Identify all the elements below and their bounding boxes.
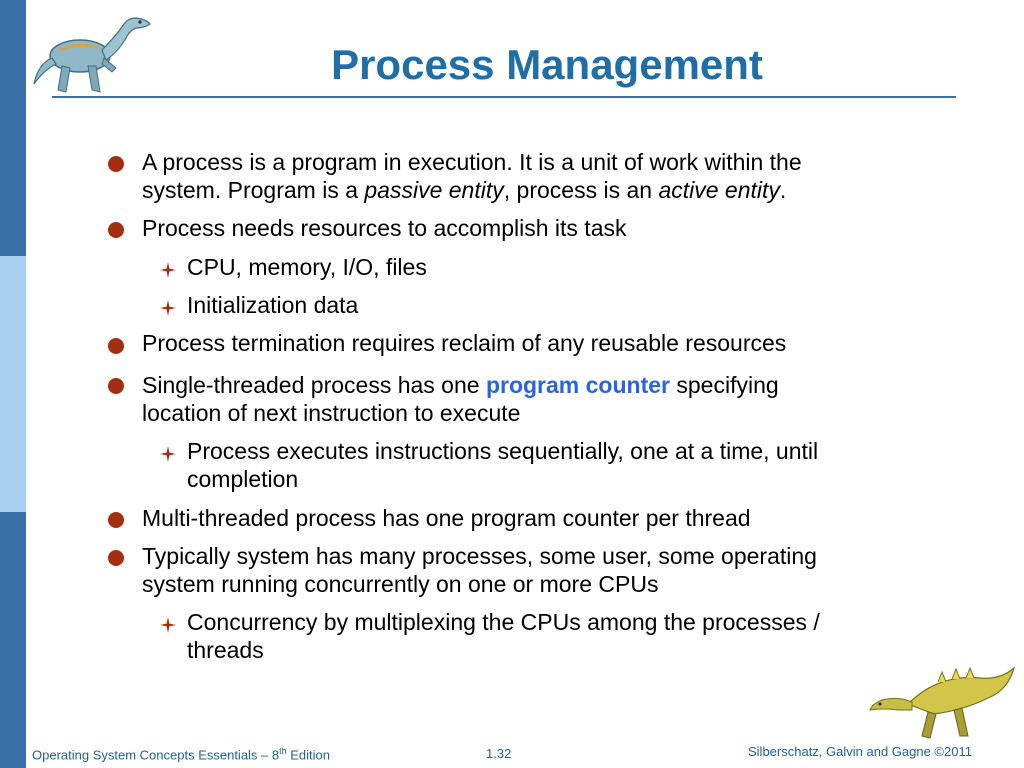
filled-circle-bullet-icon (108, 156, 124, 172)
sidebar-segment-bottom (0, 512, 26, 768)
page-number: 1.32 (486, 746, 512, 761)
sub-bullet-text: Process executes instructions sequentially, one at a time, until (187, 438, 819, 464)
highlighted-term: program counter (485, 372, 670, 398)
sub-bullet-text: completion (187, 466, 299, 492)
filled-circle-bullet-icon (108, 338, 124, 354)
footer-book-title (32, 746, 330, 762)
filled-circle-bullet-icon (108, 550, 124, 566)
bullet-text: A process is a program in execution. It is a unit of work within the (142, 149, 802, 175)
sidebar-stripe (0, 0, 26, 768)
text-run: system. Program is a (142, 177, 365, 203)
slide-title: Process Management (331, 41, 763, 88)
text-run: . (779, 177, 787, 203)
four-point-star-bullet-icon (160, 617, 176, 633)
bullet-text: system running concurrently on one or more CPUs (142, 571, 659, 597)
bullet-text: Process needs resources to accomplish its task (142, 215, 627, 241)
sub-bullet-text: threads (187, 637, 264, 663)
footer-book-text: Operating System Concepts Essentials – 8 (32, 747, 280, 763)
filled-circle-bullet-icon (108, 378, 124, 394)
four-point-star-bullet-icon (160, 262, 176, 278)
title-divider (52, 96, 956, 98)
text-run: specifying (669, 372, 779, 398)
emphasis-text: active entity (658, 177, 780, 203)
bullet-text (142, 371, 779, 399)
footer-superscript: th (279, 746, 287, 756)
bullet-text: Multi-threaded process has one program counter per thread (142, 505, 751, 531)
four-point-star-bullet-icon (160, 300, 176, 316)
footer-book-text: Edition (286, 747, 331, 763)
footer-authors: Silberschatz, Galvin and Gagne ©2011 (748, 744, 972, 759)
sidebar-segment-middle (0, 256, 26, 512)
bullet-text (142, 176, 786, 204)
dinosaur-logo-icon (32, 6, 156, 98)
emphasis-text: passive entity (364, 177, 504, 203)
dinosaur-icon (868, 660, 1020, 740)
sub-bullet-text: Initialization data (187, 292, 359, 318)
sidebar-segment-top (0, 0, 26, 256)
filled-circle-bullet-icon (108, 512, 124, 528)
four-point-star-bullet-icon (160, 446, 176, 462)
text-run: Single-threaded process has one (142, 372, 486, 398)
bullet-text: Typically system has many processes, some user, some operating (142, 543, 817, 569)
bullet-text: location of next instruction to execute (142, 400, 521, 426)
sub-bullet-text: Concurrency by multiplexing the CPUs among the processes / (187, 609, 820, 635)
text-run: , process is an (503, 177, 659, 203)
filled-circle-bullet-icon (108, 222, 124, 238)
bullet-text: Process termination requires reclaim of any reusable resources (142, 330, 787, 356)
sub-bullet-text: CPU, memory, I/O, files (187, 254, 427, 280)
